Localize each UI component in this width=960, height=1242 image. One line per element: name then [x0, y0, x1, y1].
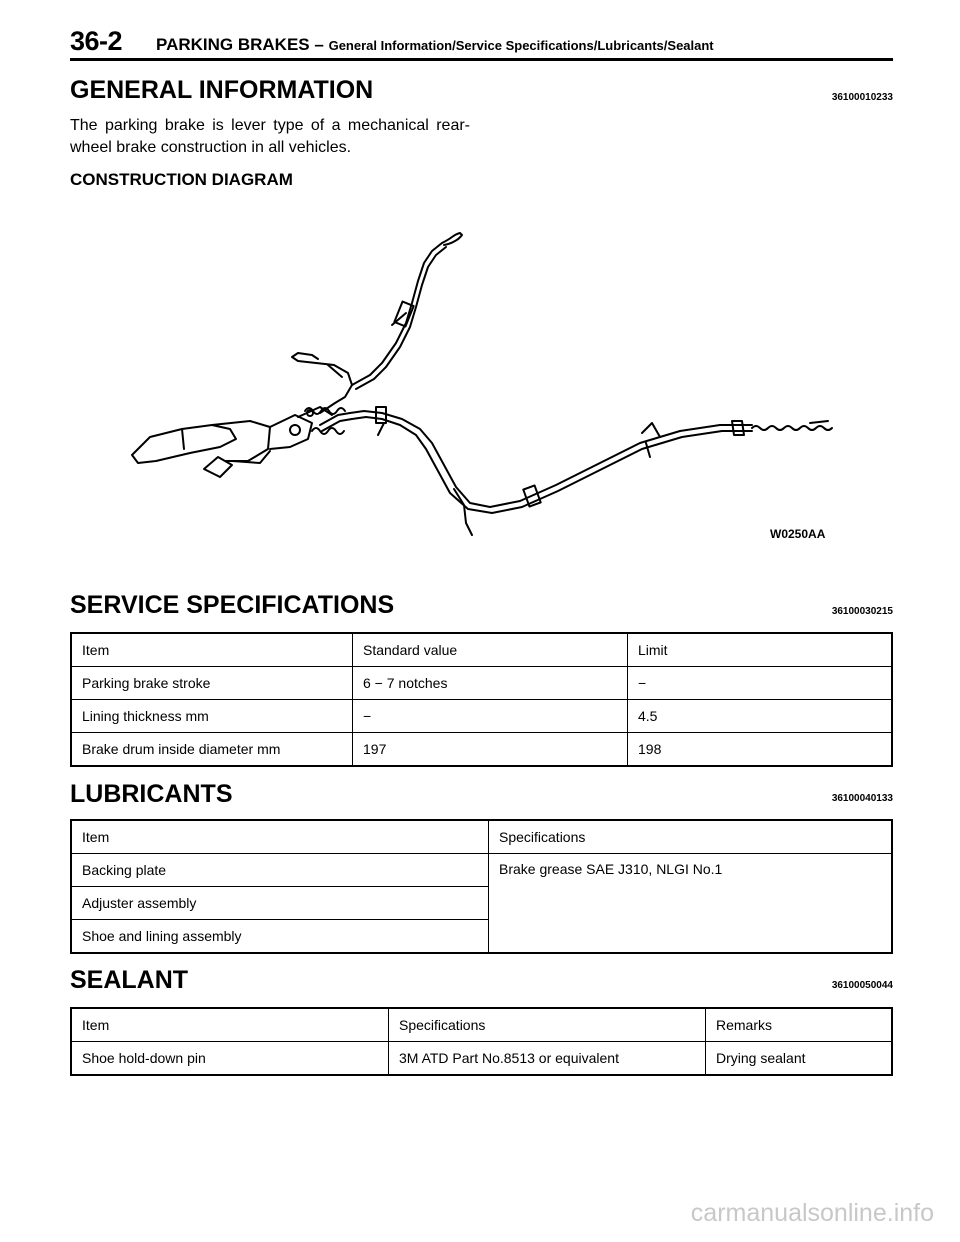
table-row — [71, 733, 892, 767]
header-dash: – — [314, 35, 324, 54]
table-cell: Parking brake stroke — [71, 667, 353, 700]
table-cell: − — [628, 667, 893, 700]
general-information-heading: GENERAL INFORMATION — [70, 76, 374, 104]
table-cell: Adjuster assembly — [71, 887, 489, 920]
section-name: PARKING BRAKES — [156, 35, 310, 54]
table-cell: Shoe and lining assembly — [71, 920, 489, 954]
service-specifications-table — [70, 632, 893, 767]
table-row — [71, 1042, 892, 1076]
table-header-row — [71, 1008, 892, 1042]
table-cell: Backing plate — [71, 854, 489, 887]
page-header — [70, 26, 893, 60]
sealant-heading: SEALANT — [70, 966, 189, 994]
table-header-cell: Item — [71, 1008, 389, 1042]
table-header-cell: Item — [71, 820, 489, 854]
table-cell: 4.5 — [628, 700, 893, 733]
lubricants-table — [70, 819, 893, 954]
page-number: 36-2 — [70, 26, 123, 56]
header-title — [156, 35, 714, 55]
lubricants-code: 36100040133 — [831, 793, 893, 804]
table-header-cell: Remarks — [706, 1008, 893, 1042]
table-header-row — [71, 633, 892, 667]
construction-diagram — [120, 225, 840, 545]
header-rule — [70, 58, 893, 61]
general-information-code: 36100010233 — [831, 92, 893, 103]
table-header-row — [71, 820, 892, 854]
table-cell: Drying sealant — [706, 1042, 893, 1076]
table-cell: Lining thickness mm — [71, 700, 353, 733]
table-row — [71, 854, 892, 887]
table-header-cell: Standard value — [353, 633, 628, 667]
table-row — [71, 667, 892, 700]
table-header-cell: Limit — [628, 633, 893, 667]
lubricants-heading: LUBRICANTS — [70, 780, 233, 808]
table-cell: 6 − 7 notches — [353, 667, 628, 700]
table-cell: 197 — [353, 733, 628, 767]
header-subtitle: General Information/Service Specifications/Lubricants/Sealant — [328, 38, 714, 53]
watermark: carmanualsonline.info — [690, 1199, 934, 1227]
table-cell: Brake grease SAE J310, NLGI No.1 — [489, 854, 893, 954]
sealant-table — [70, 1007, 893, 1076]
construction-diagram-heading: CONSTRUCTION DIAGRAM — [70, 170, 293, 189]
table-cell: Shoe hold-down pin — [71, 1042, 389, 1076]
table-cell: 3M ATD Part No.8513 or equivalent — [389, 1042, 706, 1076]
table-cell: 198 — [628, 733, 893, 767]
table-header-cell: Item — [71, 633, 353, 667]
general-information-text: The parking brake is lever type of a mechanical rear-wheel brake construction in all vehicles. — [70, 117, 470, 156]
service-specifications-code: 36100030215 — [831, 606, 893, 617]
table-cell: − — [353, 700, 628, 733]
table-header-cell: Specifications — [389, 1008, 706, 1042]
figure-label: W0250AA — [770, 527, 826, 541]
sealant-code: 36100050044 — [831, 980, 893, 991]
table-cell: Brake drum inside diameter mm — [71, 733, 353, 767]
table-header-cell: Specifications — [489, 820, 893, 854]
service-specifications-heading: SERVICE SPECIFICATIONS — [70, 591, 395, 619]
table-row — [71, 700, 892, 733]
